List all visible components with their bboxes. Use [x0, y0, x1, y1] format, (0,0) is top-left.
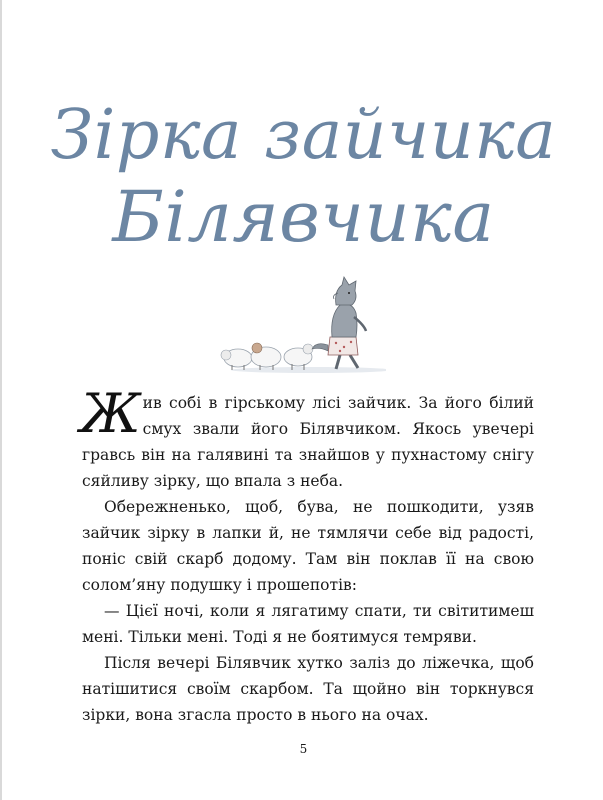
paragraph-2: Обережненько, щоб, бува, не пошкодити, узяв зайчик зірку в лапки й, не тямлячи себе від радості, поніс свій скарб додому. Там він поклав її на свою солом’яну подушку і прошепотів:: [82, 498, 534, 594]
title-line-2: Білявчика: [112, 176, 495, 258]
sheep-figure: [284, 344, 313, 370]
dropcap-letter: Ж: [80, 382, 141, 445]
wolf-figure: [312, 277, 366, 369]
sheep-figure: [251, 343, 281, 370]
paragraph-1-text: ив собі в гірському лісі зайчик. За його білий смух звали його Білявчиком. Якось увечері гравсь він на галявині та знайшов у пухнастому снігу сяйливу зірку, що впала з неба.: [82, 394, 534, 490]
paragraph-3: — Цієї ночі, коли я лягатиму спати, ти світитимеш мені. Тільки мені. Тоді я не боятимуся темряви.: [82, 602, 534, 646]
story-text: [80, 382, 534, 728]
sheep-figure: [221, 349, 252, 370]
wolf-and-sheep-illustration: [216, 275, 386, 375]
paragraph-4: Після вечері Білявчик хутко заліз до ліжечка, щоб натішитися своїм скарбом. Та щойно він торкнувся зірки, вона згасла просто в нього на очах.: [82, 654, 534, 724]
title-line-1: Зірка зайчика: [50, 96, 557, 175]
paragraph-1: [80, 382, 534, 494]
page-number: 5: [299, 742, 308, 756]
